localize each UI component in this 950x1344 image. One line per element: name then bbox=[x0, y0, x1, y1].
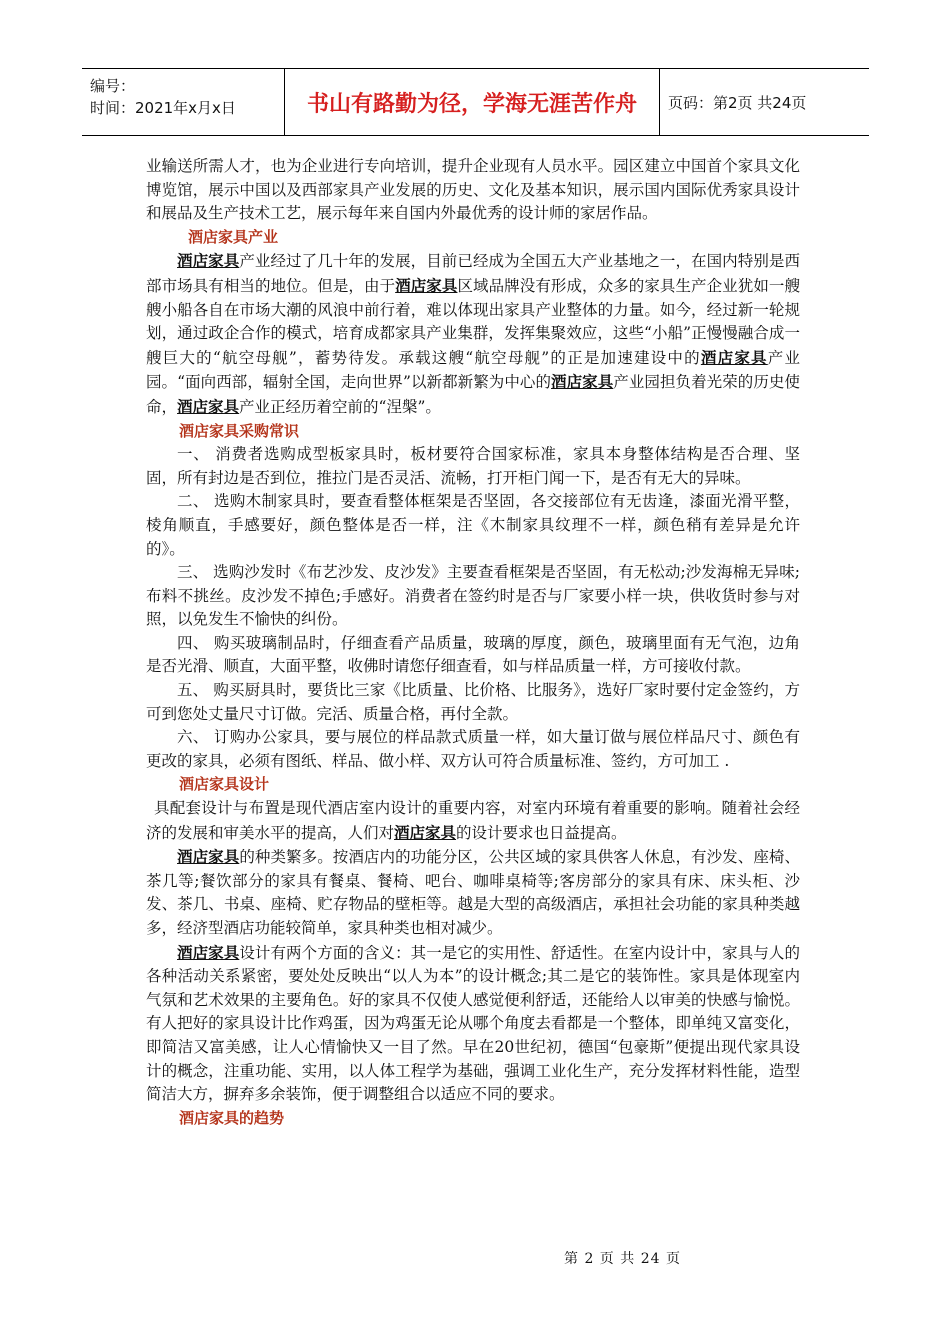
purchase-item: 一、 消费者选购成型板家具时，板材要符合国家标准，家具本身整体结构是否合理、坚固，所有封边是否到位，推拉门是否灵活、流畅，打开柜门闻一下，是否有无大的异味。 bbox=[146, 445, 800, 487]
page-footer: 第 2 页 共 24 页 bbox=[564, 1251, 681, 1267]
purchase-item: 六、 订购办公家具，要与展位的样品款式质量一样，如大量订做与展位样品尺寸、颜色有更改的家具，必须有图纸、样品、做小样、双方认可符合质量标准、签约，方可加工 . bbox=[146, 728, 800, 770]
design-types-paragraph bbox=[146, 845, 800, 940]
section-heading-trend: 酒店家具的趋势 bbox=[179, 1108, 285, 1127]
header-page-info: 页码：第2页 共24页 bbox=[668, 93, 807, 112]
text-run: 产业园。“面向西部，辐射全国，走向世界”以新都新繁为中心的 bbox=[146, 348, 800, 392]
purchase-item: 五、 购买厨具时，要货比三家《比质量、比价格、比服务》，选好厂家时要付定金签约，方可到您处丈量尺寸订做。完活、质量合格，再付全款。 bbox=[146, 681, 800, 723]
industry-paragraph bbox=[146, 249, 800, 419]
keyword: 酒店家具 bbox=[177, 251, 240, 271]
text-run: 产业园担负着光荣的历史使命， bbox=[146, 373, 800, 416]
text-run: 区域品牌没有形成，众多的家具生产企业犹如一艘艘小船各自在市场大潮的风浪中前行着，难以体现出家具产业整体的力量。如今，经过新一轮规划，通过政企合作的模式，培育成都家具产业集群，发挥集聚效应，这些“小船”正慢慢融合成一艘巨大的“航空母舰”，蓄势待发。承载这艘“航空母舰”的正是加速建设中的 bbox=[146, 276, 800, 367]
text-run: 产业正经历着空前的“涅槃”。 bbox=[239, 397, 441, 416]
design-intro-paragraph bbox=[146, 797, 800, 845]
document-body bbox=[146, 155, 800, 1130]
section-heading-industry: 酒店家具产业 bbox=[188, 227, 279, 246]
purchase-item: 四、 购买玻璃制品时，仔细查看产品质量，玻璃的厚度，颜色，玻璃里面有无气泡，边角是否光滑、顺直，大面平整，收佛时请您仔细查看，如与样品质量一样，方可接收付款。 bbox=[146, 633, 800, 676]
keyword: 酒店家具 bbox=[177, 847, 240, 867]
keyword: 酒店家具 bbox=[177, 396, 240, 416]
keyword: 酒店家具 bbox=[551, 372, 614, 392]
header-meta bbox=[82, 69, 284, 135]
text-run: 的设计要求也日益提高。 bbox=[456, 823, 627, 842]
keyword: 酒店家具 bbox=[394, 822, 457, 842]
keyword: 酒店家具 bbox=[177, 942, 240, 962]
purchase-item: 三、 选购沙发时《布艺沙发、皮沙发》主要查看框架是否坚固，有无松动;沙发海棉无异味;布料不挑丝。皮沙发不掉色;手感好。消费者在签约时是否与厂家要小样一块，供收货时参与对照，以免发生不愉快的纠份。 bbox=[146, 563, 800, 629]
intro-paragraph: 业输送所需人才，也为企业进行专向培训，提升企业现有人员水平。园区建立中国首个家具文化博览馆，展示中国以及西部家具产业发展的历史、文化及基本知识，展示国内国际优秀家具设计和展品及生产技术工艺，展示每年来自国内外最优秀的设计师的家居作品。 bbox=[146, 157, 800, 223]
text-run: 产业经过了几十年的发展，目前已经成为全国五大产业基地之一，在国内特别是西部市场具有相当的地位。但是，由于 bbox=[146, 252, 800, 295]
section-heading-purchase: 酒店家具采购常识 bbox=[179, 421, 300, 440]
text-run: 的种类繁多。按酒店内的功能分区，公共区域的家具供客人休息，有沙发、座椅、茶几等;餐饮部分的家具有餐桌、餐椅、吧台、咖啡桌椅等;客房部分的家具有床、床头柜、沙发、茶几、书桌、座椅、贮存物品的壁柜等。越是大型的高级酒店，承担社会功能的家具种类越多，经济型酒店功能较简单，家具种类也相对减少。 bbox=[146, 848, 800, 937]
page-header bbox=[82, 68, 869, 136]
keyword: 酒店家具 bbox=[700, 347, 768, 367]
text-run: 设计有两个方面的含义：其一是它的实用性、舒适性。在室内设计中，家具与人的各种活动关系紧密，要处处反映出“以人为本”的设计概念;其二是它的装饰性。家具是体现室内气氛和艺术效果的主要角色。好的家具不仅使人感觉便利舒适，还能给人以审美的快感与愉悦。有人把好的家具设计比作鸡蛋，因为鸡蛋无论从哪个角度去看都是一个整体，即单纯又富变化，即简洁又富美感，让人心情愉快又一目了然。早在20世纪初，德国“包豪斯”便提出现代家具设计的概念，注重功能、实用，以人体工程学为基础，强调工业化生产，充分发挥材料性能，造型简洁大方，摒弃多余装饰，便于调整组合以适应不同的要求。 bbox=[146, 943, 800, 1104]
keyword: 酒店家具 bbox=[395, 275, 458, 295]
date-label: 时间：2021年x月x日 bbox=[90, 99, 236, 117]
design-meaning-paragraph bbox=[146, 941, 800, 1107]
text-run: 具配套设计与布置是现代酒店室内设计的重要内容，对室内环境有着重要的影响。随着社会经济的发展和审美水平的提高，人们对 bbox=[146, 799, 800, 842]
header-motto: 书山有路勤为径，学海无涯苦作舟 bbox=[284, 69, 660, 135]
section-heading-design: 酒店家具设计 bbox=[179, 775, 270, 794]
purchase-item: 二、 选购木制家具时，要查看整体框架是否坚固，各交接部位有无齿逢，漆面光滑平整，棱角顺直，手感要好，颜色整体是否一样，注《木制家具纹理不一样，颜色稍有差异是允许的》。 bbox=[146, 492, 800, 558]
serial-number-label: 编号： bbox=[90, 77, 136, 95]
